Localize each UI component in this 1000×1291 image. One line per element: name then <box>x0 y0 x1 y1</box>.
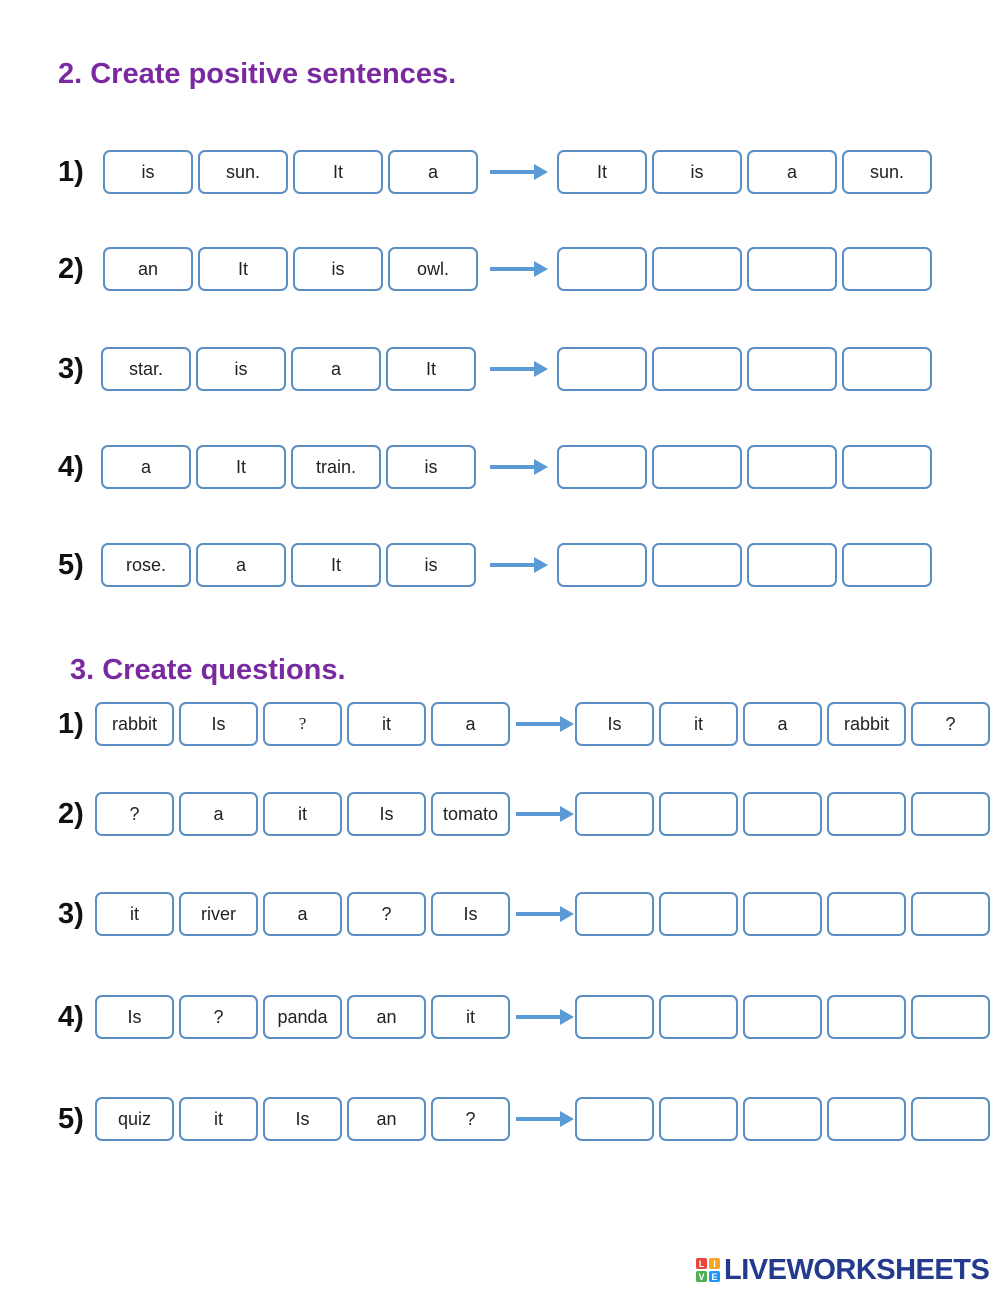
arrow-right-icon <box>516 1007 574 1027</box>
word-tile[interactable]: a <box>196 543 286 587</box>
answer-slot[interactable] <box>911 995 990 1039</box>
section2-title: 2. Create positive sentences. <box>58 58 457 90</box>
liveworksheets-logo <box>696 1253 990 1286</box>
word-tile[interactable]: a <box>291 347 381 391</box>
word-tile[interactable]: owl. <box>388 247 478 291</box>
word-tile[interactable]: a <box>431 702 510 746</box>
answer-slot[interactable] <box>842 247 932 291</box>
answer-slot[interactable] <box>659 995 738 1039</box>
word-tile[interactable]: quiz <box>95 1097 174 1141</box>
answer-slot[interactable] <box>575 792 654 836</box>
word-tile[interactable]: train. <box>291 445 381 489</box>
word-tile[interactable]: is <box>386 445 476 489</box>
word-tile[interactable]: an <box>347 995 426 1039</box>
section2-row-number: 3) <box>58 353 84 385</box>
answer-slot[interactable]: It <box>557 150 647 194</box>
word-tile[interactable]: It <box>198 247 288 291</box>
section2-row-number: 4) <box>58 451 84 483</box>
word-tile[interactable]: sun. <box>198 150 288 194</box>
arrow-right-icon <box>490 457 548 477</box>
section3-row-number: 5) <box>58 1103 84 1135</box>
arrow-right-icon <box>516 714 574 734</box>
section3-row-number: 3) <box>58 898 84 930</box>
arrow-right-icon <box>516 904 574 924</box>
word-tile[interactable]: rabbit <box>95 702 174 746</box>
arrow-right-icon <box>490 555 548 575</box>
answer-slot[interactable]: sun. <box>842 150 932 194</box>
word-tile[interactable]: Is <box>179 702 258 746</box>
word-tile[interactable]: rose. <box>101 543 191 587</box>
answer-slot[interactable] <box>575 995 654 1039</box>
answer-slot[interactable] <box>827 1097 906 1141</box>
word-tile[interactable]: Is <box>263 1097 342 1141</box>
answer-slot[interactable] <box>659 892 738 936</box>
word-tile[interactable]: panda <box>263 995 342 1039</box>
section3-row-number: 4) <box>58 1001 84 1033</box>
answer-slot[interactable]: is <box>652 150 742 194</box>
answer-slot[interactable] <box>652 347 742 391</box>
answer-slot[interactable] <box>659 792 738 836</box>
logo-text: LIVEWORKSHEETS <box>724 1253 990 1286</box>
word-tile[interactable]: It <box>291 543 381 587</box>
word-tile[interactable]: a <box>388 150 478 194</box>
section2-row-number: 5) <box>58 549 84 581</box>
word-tile[interactable]: Is <box>95 995 174 1039</box>
word-tile[interactable]: river <box>179 892 258 936</box>
word-tile[interactable]: an <box>103 247 193 291</box>
word-tile[interactable]: star. <box>101 347 191 391</box>
logo-mark-letter: L <box>696 1258 707 1269</box>
word-tile[interactable]: it <box>347 702 426 746</box>
word-tile[interactable]: it <box>263 792 342 836</box>
word-tile[interactable]: it <box>95 892 174 936</box>
section3-row-number: 1) <box>58 708 84 740</box>
answer-slot[interactable] <box>575 1097 654 1141</box>
logo-mark-icon <box>696 1258 720 1282</box>
answer-slot[interactable] <box>557 543 647 587</box>
answer-slot[interactable] <box>747 445 837 489</box>
arrow-right-icon <box>490 359 548 379</box>
word-tile[interactable]: an <box>347 1097 426 1141</box>
answer-slot[interactable] <box>557 347 647 391</box>
section3-row-number: 2) <box>58 798 84 830</box>
arrow-right-icon <box>516 804 574 824</box>
answer-slot[interactable] <box>557 247 647 291</box>
answer-slot[interactable]: rabbit <box>827 702 906 746</box>
answer-slot[interactable] <box>842 445 932 489</box>
answer-slot[interactable] <box>743 892 822 936</box>
word-tile[interactable]: is <box>293 247 383 291</box>
answer-slot[interactable] <box>652 445 742 489</box>
word-tile[interactable]: tomato <box>431 792 510 836</box>
answer-slot[interactable] <box>842 347 932 391</box>
word-tile[interactable]: is <box>196 347 286 391</box>
answer-slot[interactable]: a <box>743 702 822 746</box>
answer-slot[interactable]: it <box>659 702 738 746</box>
answer-slot[interactable] <box>827 892 906 936</box>
answer-slot[interactable] <box>842 543 932 587</box>
word-tile[interactable]: ? <box>179 995 258 1039</box>
answer-slot[interactable] <box>659 1097 738 1141</box>
arrow-right-icon <box>516 1109 574 1129</box>
section2-row-number: 2) <box>58 253 84 285</box>
answer-slot[interactable]: a <box>747 150 837 194</box>
answer-slot[interactable]: ? <box>911 702 990 746</box>
word-tile[interactable]: Is <box>431 892 510 936</box>
word-tile[interactable]: Is <box>347 792 426 836</box>
arrow-right-icon <box>490 259 548 279</box>
answer-slot[interactable] <box>911 1097 990 1141</box>
answer-slot[interactable] <box>747 543 837 587</box>
word-tile[interactable]: a <box>179 792 258 836</box>
answer-slot[interactable] <box>652 543 742 587</box>
word-tile[interactable]: it <box>431 995 510 1039</box>
answer-slot[interactable] <box>575 892 654 936</box>
word-tile[interactable]: it <box>179 1097 258 1141</box>
logo-mark-letter: E <box>709 1271 720 1282</box>
answer-slot[interactable] <box>747 247 837 291</box>
answer-slot[interactable]: Is <box>575 702 654 746</box>
answer-slot[interactable] <box>747 347 837 391</box>
answer-slot[interactable] <box>827 995 906 1039</box>
answer-slot[interactable] <box>911 792 990 836</box>
section2-row-number: 1) <box>58 156 84 188</box>
answer-slot[interactable] <box>911 892 990 936</box>
word-tile[interactable]: It <box>293 150 383 194</box>
word-tile[interactable]: ? <box>263 702 342 746</box>
answer-slot[interactable] <box>743 792 822 836</box>
answer-slot[interactable] <box>827 792 906 836</box>
word-tile[interactable]: It <box>196 445 286 489</box>
answer-slot[interactable] <box>652 247 742 291</box>
word-tile[interactable]: ? <box>347 892 426 936</box>
section3-title: 3. Create questions. <box>70 654 346 686</box>
answer-slot[interactable] <box>743 1097 822 1141</box>
word-tile[interactable]: a <box>263 892 342 936</box>
word-tile[interactable]: a <box>101 445 191 489</box>
answer-slot[interactable] <box>743 995 822 1039</box>
word-tile[interactable]: ? <box>95 792 174 836</box>
logo-mark-letter: I <box>709 1258 720 1269</box>
word-tile[interactable]: ? <box>431 1097 510 1141</box>
arrow-right-icon <box>490 162 548 182</box>
logo-mark-letter: V <box>696 1271 707 1282</box>
word-tile[interactable]: is <box>103 150 193 194</box>
word-tile[interactable]: It <box>386 347 476 391</box>
answer-slot[interactable] <box>557 445 647 489</box>
word-tile[interactable]: is <box>386 543 476 587</box>
